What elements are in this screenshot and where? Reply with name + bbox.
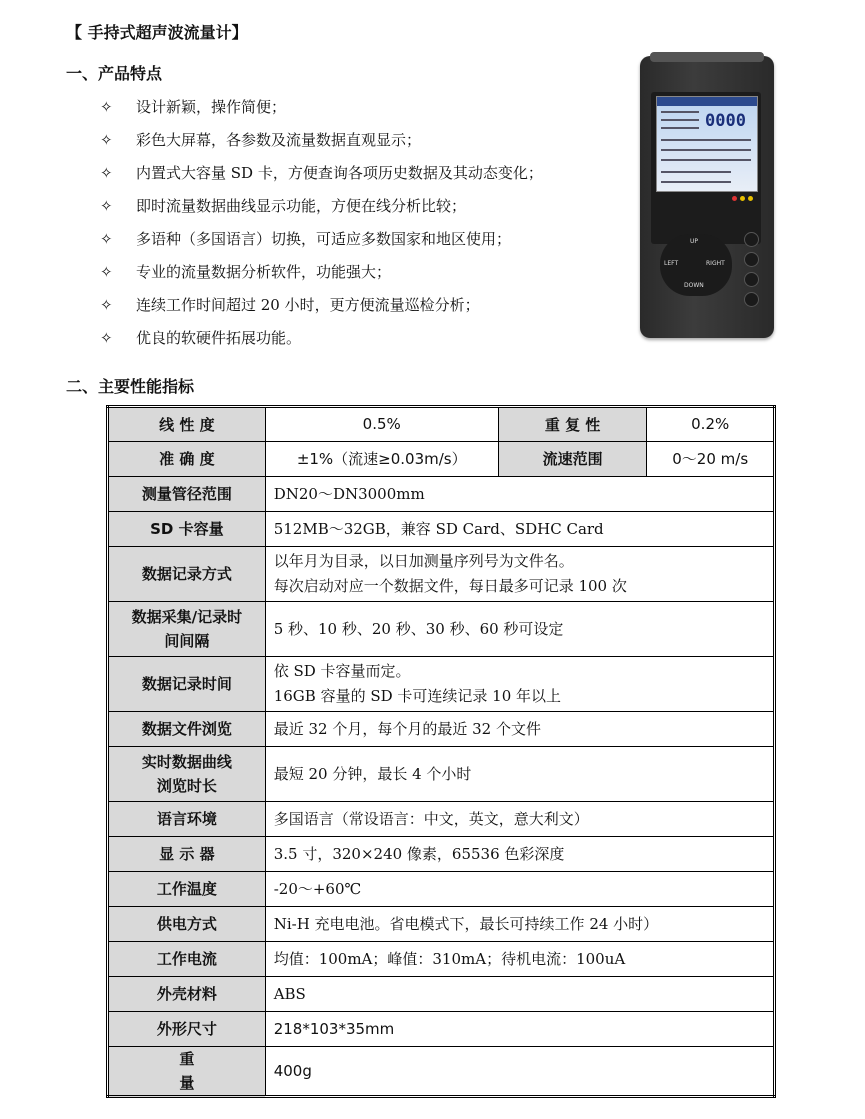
spec-label — [108, 1012, 266, 1047]
spec-value — [265, 907, 774, 942]
spec-label-line: 工作电流 — [156, 950, 217, 968]
diamond-bullet-icon: ✧ — [100, 98, 113, 116]
spec-label-line: 测量管径范围 — [141, 485, 232, 503]
spec-label — [108, 747, 266, 802]
spec-label-line: 实时数据曲线 — [141, 753, 232, 771]
lcd-line — [661, 181, 731, 183]
linearity-label: 线 性 度 — [108, 407, 266, 442]
spec-label-line: 间间隔 — [164, 632, 210, 650]
spec-value — [265, 872, 774, 907]
down-key-label: DOWN — [684, 282, 704, 289]
page-title: 【 手持式超声波流量计】 — [66, 23, 248, 42]
spec-label — [108, 477, 266, 512]
feature-text: 专业的流量数据分析软件，功能强大； — [136, 263, 392, 281]
spec-value — [265, 1047, 774, 1097]
spec-label-line: 工作温度 — [156, 880, 217, 898]
feature-text: 彩色大屏幕，各参数及流量数据直观显示； — [136, 131, 422, 149]
spec-value-line: 最近 32 个月，每个月的最近 32 个文件 — [273, 719, 541, 738]
spec-label-line: 数据采集/记录时 — [131, 608, 243, 626]
linearity-value: 0.5% — [265, 407, 498, 442]
side-button-icon — [744, 252, 759, 267]
spec-value — [265, 602, 774, 657]
spec-value — [265, 512, 774, 547]
table-row — [108, 407, 775, 442]
spec-label-line: 语言环境 — [156, 810, 217, 828]
table-row — [108, 907, 775, 942]
lcd-line — [661, 139, 751, 141]
spec-label — [108, 977, 266, 1012]
repeatability-value: 0.2% — [647, 407, 775, 442]
spec-value-line: ABS — [273, 984, 306, 1003]
flowmeter-device-image — [640, 56, 774, 338]
spec-label — [108, 512, 266, 547]
spec-label-line: 浏览时长 — [156, 777, 217, 795]
feature-text: 多语种（多国语言）切换，可适应多数国家和地区使用； — [136, 230, 512, 248]
spec-label-line: 外壳材料 — [156, 985, 217, 1003]
device-lcd — [656, 96, 758, 192]
accuracy-value: ±1%（流速≥0.03m/s） — [265, 442, 498, 477]
spec-value — [265, 657, 774, 712]
lcd-line — [661, 171, 731, 173]
table-row — [108, 837, 775, 872]
spec-value — [265, 1012, 774, 1047]
spec-label — [108, 942, 266, 977]
feature-text: 优良的软硬件拓展功能。 — [136, 329, 302, 347]
spec-label-line: 数据文件浏览 — [141, 720, 232, 738]
spec-value — [265, 712, 774, 747]
table-row — [108, 712, 775, 747]
spec-label-line: 供电方式 — [156, 915, 217, 933]
device-screen — [651, 92, 761, 244]
accuracy-label: 准 确 度 — [108, 442, 266, 477]
lcd-line — [661, 119, 699, 121]
diamond-bullet-icon: ✧ — [100, 263, 113, 281]
yellow-led-icon — [748, 196, 753, 201]
red-led-icon — [732, 196, 737, 201]
right-key-label: RIGHT — [706, 260, 725, 267]
list-item — [100, 193, 543, 226]
list-item — [100, 259, 543, 292]
list-item — [100, 94, 543, 127]
spec-label-line: 显 示 器 — [159, 845, 215, 863]
list-item — [100, 226, 543, 259]
table-row — [108, 512, 775, 547]
table-row — [108, 1012, 775, 1047]
spec-table — [106, 405, 776, 1098]
spec-value-line: 218*103*35mm — [273, 1019, 395, 1038]
lcd-line — [661, 111, 699, 113]
spec-value-line: 400g — [273, 1061, 312, 1080]
diamond-bullet-icon: ✧ — [100, 296, 113, 314]
diamond-bullet-icon: ✧ — [100, 329, 113, 347]
repeatability-label: 重 复 性 — [498, 407, 647, 442]
spec-value — [265, 942, 774, 977]
spec-value-line: 16GB 容量的 SD 卡可连续记录 10 年以上 — [273, 687, 562, 705]
list-item — [100, 127, 543, 160]
feature-text: 即时流量数据曲线显示功能，方便在线分析比较； — [136, 197, 467, 215]
table-row — [108, 977, 775, 1012]
spec-value-line: Ni-H 充电电池。省电模式下，最长可持续工作 24 小时） — [273, 914, 659, 933]
table-row — [108, 477, 775, 512]
velocity-range-value: 0～20 m/s — [647, 442, 775, 477]
lcd-readout: 0000 — [705, 111, 746, 131]
list-item — [100, 292, 543, 325]
feature-text: 设计新颖，操作简便； — [136, 98, 287, 116]
spec-label — [108, 657, 266, 712]
spec-value-line: 以年月为目录，以日加测量序列号为文件名。 — [273, 552, 574, 570]
spec-value — [265, 477, 774, 512]
features-heading: 一、产品特点 — [66, 64, 163, 83]
spec-label-line: 数据记录方式 — [141, 565, 232, 583]
left-key-label: LEFT — [664, 260, 679, 267]
list-item — [100, 325, 543, 358]
table-row — [108, 547, 775, 602]
spec-label — [108, 802, 266, 837]
diamond-bullet-icon: ✧ — [100, 164, 113, 182]
spec-label-line: SD 卡容量 — [150, 520, 224, 538]
table-row — [108, 802, 775, 837]
table-row — [108, 942, 775, 977]
spec-value-line: 5 秒、10 秒、20 秒、30 秒、60 秒可设定 — [273, 619, 564, 638]
side-button-icon — [744, 292, 759, 307]
spec-value-line: 512MB～32GB，兼容 SD Card、SDHC Card — [273, 519, 604, 538]
feature-list — [100, 94, 543, 358]
spec-label-line: 数据记录时间 — [141, 675, 232, 693]
specs-heading: 二、主要性能指标 — [66, 377, 195, 396]
spec-label-line: 重 量 — [179, 1050, 223, 1092]
diamond-bullet-icon: ✧ — [100, 197, 113, 215]
side-button-icon — [744, 272, 759, 287]
spec-label — [108, 547, 266, 602]
feature-text: 连续工作时间超过 20 小时，更方便流量巡检分析； — [136, 296, 480, 314]
spec-value-line: 多国语言（常设语言：中文，英文，意大利文） — [273, 809, 589, 828]
feature-text: 内置式大容量 SD 卡，方便查询各项历史数据及其动态变化； — [136, 164, 543, 182]
table-row — [108, 442, 775, 477]
spec-label — [108, 1047, 266, 1097]
device-top-connector — [650, 52, 764, 62]
direction-pad — [660, 234, 732, 296]
lcd-status-bar — [657, 97, 757, 106]
spec-label-line: 外形尺寸 — [156, 1020, 217, 1038]
spec-value — [265, 747, 774, 802]
lcd-line — [661, 127, 699, 129]
table-row — [108, 602, 775, 657]
spec-value-line: 均值：100mA；峰值：310mA；待机电流：100uA — [273, 949, 626, 968]
spec-value-line: -20～+60℃ — [273, 879, 362, 898]
table-row — [108, 657, 775, 712]
list-item — [100, 160, 543, 193]
table-row — [108, 1047, 775, 1097]
spec-value-line: 最短 20 分钟，最长 4 个小时 — [273, 764, 472, 783]
spec-value — [265, 977, 774, 1012]
diamond-bullet-icon: ✧ — [100, 131, 113, 149]
spec-value — [265, 802, 774, 837]
spec-label — [108, 907, 266, 942]
yellow-led-icon — [740, 196, 745, 201]
side-button-icon — [744, 232, 759, 247]
spec-label — [108, 837, 266, 872]
spec-value-line: 3.5 寸，320×240 像素，65536 色彩深度 — [273, 844, 565, 863]
table-row — [108, 872, 775, 907]
spec-label — [108, 872, 266, 907]
up-key-label: UP — [690, 238, 699, 245]
spec-value-line: DN20～DN3000mm — [273, 484, 425, 503]
diamond-bullet-icon: ✧ — [100, 230, 113, 248]
spec-value-line: 依 SD 卡容量而定。 — [273, 662, 411, 680]
lcd-line — [661, 159, 751, 161]
spec-label — [108, 602, 266, 657]
spec-value — [265, 547, 774, 602]
spec-value — [265, 837, 774, 872]
spec-value-line: 每次启动对应一个数据文件，每日最多可记录 100 次 — [273, 577, 627, 595]
velocity-range-label: 流速范围 — [498, 442, 647, 477]
spec-label — [108, 712, 266, 747]
table-row — [108, 747, 775, 802]
lcd-line — [661, 149, 751, 151]
